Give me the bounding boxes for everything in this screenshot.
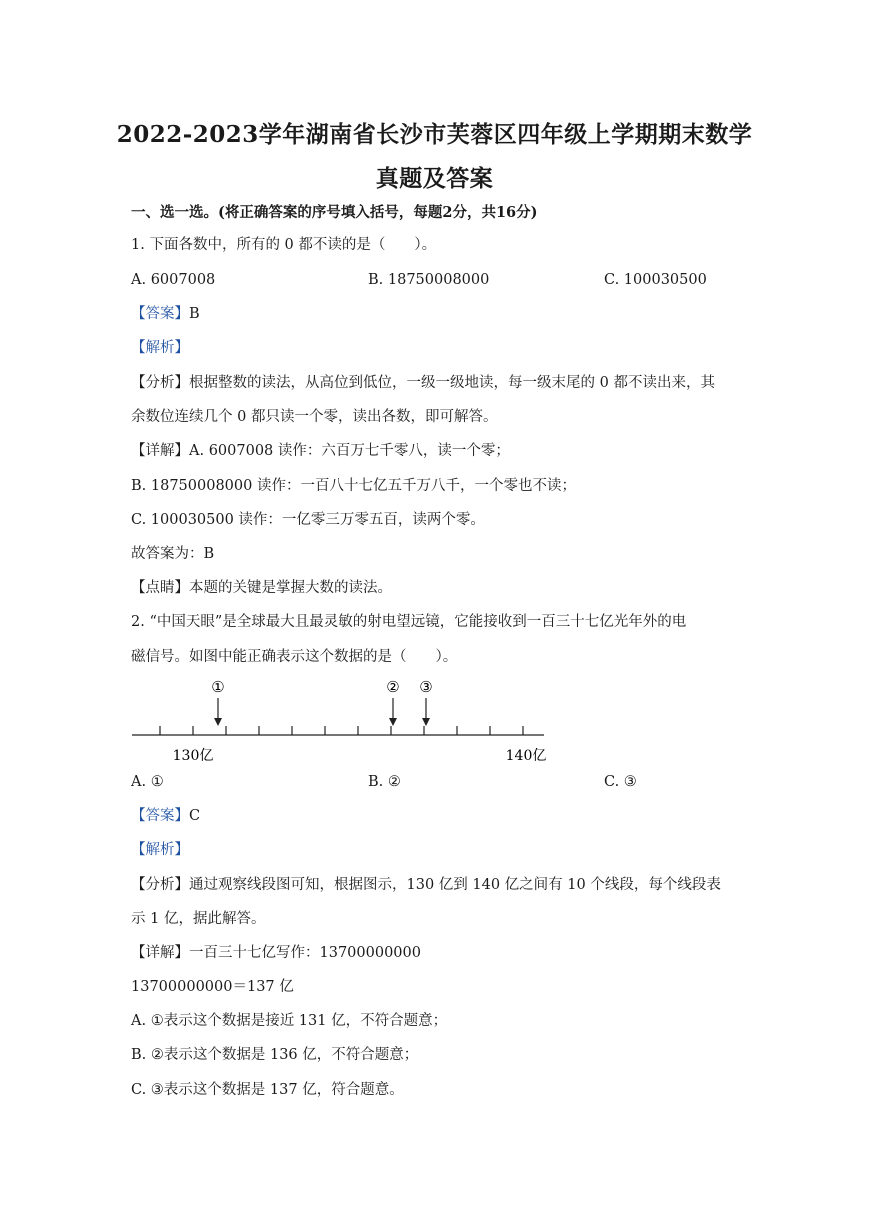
q1-fenxi-line2: 余数位连续几个 0 都只读一个零，读出各数，即可解答。	[131, 409, 498, 425]
xiangjie-tag: 【详解】	[131, 945, 189, 961]
q1-conclusion: 故答案为：B	[131, 546, 215, 562]
marker-3: ③	[419, 678, 433, 696]
q1-analysis-tag: 【解析】	[131, 340, 189, 356]
q1-xiangjie-line1	[131, 442, 510, 460]
q2-xiangjie-line5: C. ③表示这个数据是 137 亿，符合题意。	[131, 1082, 404, 1098]
q2-answer	[131, 807, 200, 825]
q2-fenxi-line2: 示 1 亿，据此解答。	[131, 911, 266, 927]
arrow-1-head	[214, 718, 222, 726]
fenxi-text: 根据整数的读法，从高位到低位，一级一级地读，每一级末尾的 0 都不读出来，其	[189, 375, 715, 391]
document-title-line1: 2022-2023学年湖南省长沙市芙蓉区四年级上学期期末数学	[116, 121, 753, 148]
q1-answer	[131, 305, 200, 323]
q1-option-b: B. 18750008000	[368, 272, 490, 288]
number-line-figure	[128, 674, 568, 766]
q2-stem-line1: 2. “中国天眼”是全球最大且最灵敏的射电望远镜，它能接收到一百三十七亿光年外的电	[131, 614, 687, 630]
q2-option-b: B. ②	[368, 774, 401, 790]
q2-stem-line2: 磁信号。如图中能正确表示这个数据的是（ ）。	[131, 649, 458, 665]
q1-stem: 1. 下面各数中，所有的 0 都不读的是（ ）。	[131, 237, 437, 253]
q1-xiangjie-line3: C. 100030500 读作：一亿零三万零五百，读两个零。	[131, 512, 485, 528]
document-title-line2: 真题及答案	[375, 165, 494, 192]
label-140: 140亿	[505, 748, 547, 764]
fenxi-text: 通过观察线段图可知，根据图示，130 亿到 140 亿之间有 10 个线段，每个线段表	[189, 877, 721, 893]
q1-fenxi-line1	[131, 374, 715, 392]
q2-option-c: C. ③	[604, 774, 637, 790]
arrow-3-head	[422, 718, 430, 726]
q2-option-a: A. ①	[131, 774, 164, 790]
q2-xiangjie-line4: B. ②表示这个数据是 136 亿，不符合题意；	[131, 1047, 419, 1063]
answer-tag: 【答案】	[131, 306, 189, 322]
q2-xiangjie-line2: 13700000000＝137 亿	[131, 979, 294, 995]
number-line-ticks	[160, 726, 523, 735]
marker-1: ①	[211, 678, 225, 696]
xiangjie-text: 一百三十七亿写作：13700000000	[189, 945, 421, 961]
dianjing-text: 本题的关键是掌握大数的读法。	[189, 580, 392, 596]
q1-option-a: A. 6007008	[131, 272, 216, 288]
q2-xiangjie-line3: A. ①表示这个数据是接近 131 亿，不符合题意；	[131, 1013, 448, 1029]
q1-xiangjie-line2: B. 18750008000 读作：一百八十七亿五千万八千，一个零也不读；	[131, 478, 576, 494]
section-heading: 一、选一选。(将正确答案的序号填入括号，每题2分，共16分)	[131, 204, 538, 221]
fenxi-tag: 【分析】	[131, 375, 189, 391]
label-130: 130亿	[172, 748, 214, 764]
q2-xiangjie-line1	[131, 944, 421, 962]
answer-tag: 【答案】	[131, 808, 189, 824]
q2-fenxi-line1	[131, 876, 721, 894]
arrow-2-head	[389, 718, 397, 726]
q1-option-c: C. 100030500	[604, 272, 707, 288]
xiangjie-tag: 【详解】	[131, 443, 189, 459]
marker-2: ②	[386, 678, 400, 696]
fenxi-tag: 【分析】	[131, 877, 189, 893]
answer-value: C	[189, 808, 201, 824]
q1-dianjing	[131, 579, 392, 597]
answer-value: B	[189, 306, 200, 322]
xiangjie-text: A. 6007008 读作：六百万七千零八，读一个零；	[189, 443, 510, 459]
dianjing-tag: 【点睛】	[131, 580, 189, 596]
q2-analysis-tag: 【解析】	[131, 842, 189, 858]
